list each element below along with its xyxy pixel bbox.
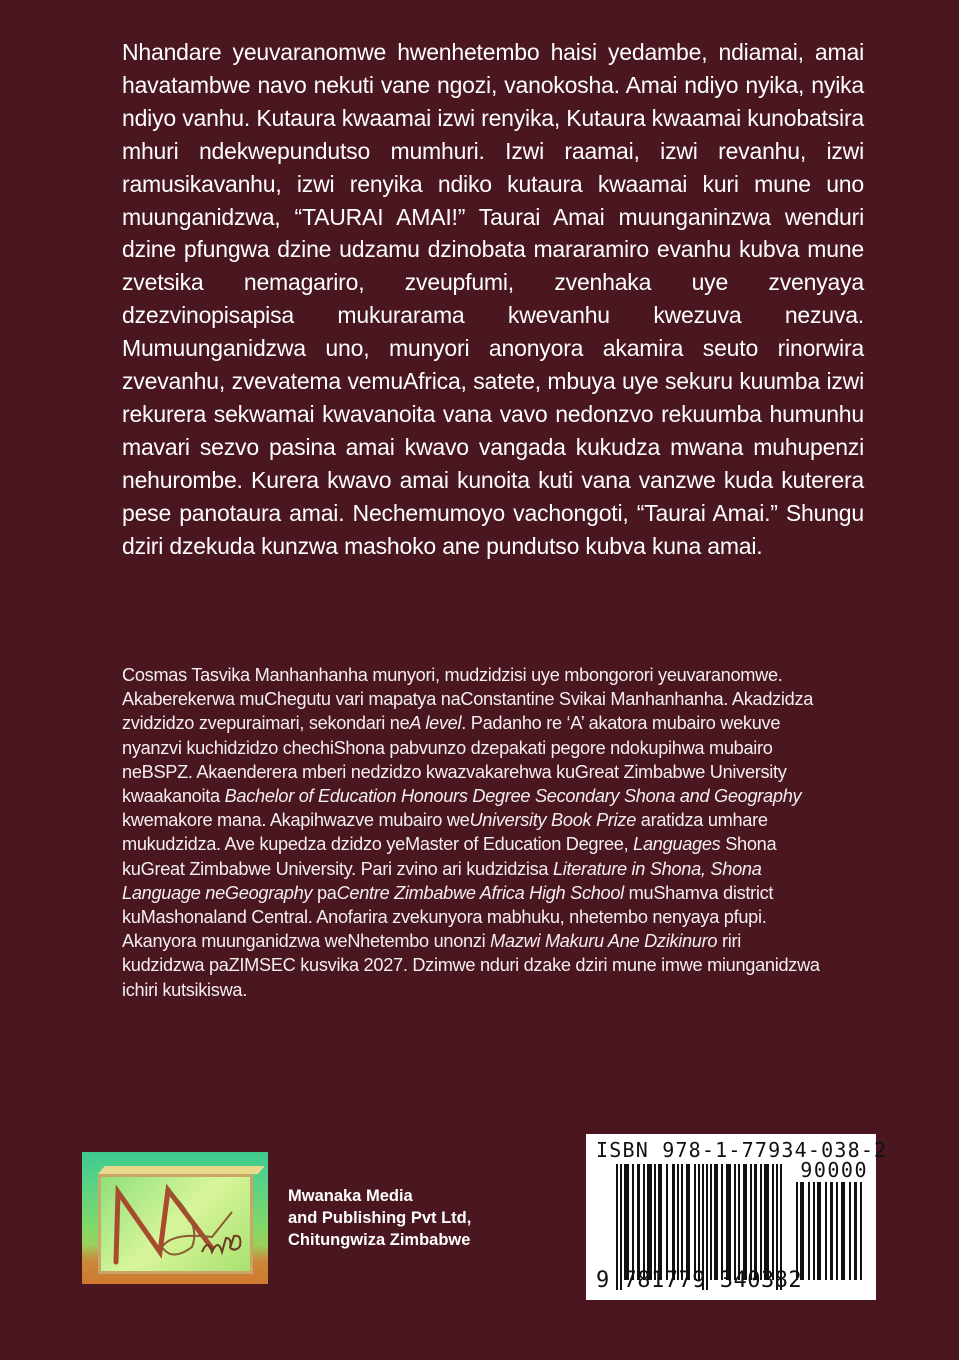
bio-segment: kwemakore mana. Akapihwazve mubairo we [122,810,470,831]
isbn-label: ISBN 978-1-77934-038-2 [596,1138,888,1162]
bio-segment-italic: University Book Prize [469,810,637,831]
publisher-line: and Publishing Pvt Ltd, [288,1209,472,1227]
publisher-line: Chitungwiza Zimbabwe [288,1231,471,1249]
isbn-barcode [586,1134,888,1300]
isbn-addon: 90000 [800,1158,868,1182]
publisher-logo [82,1152,268,1284]
publisher-info [288,1185,471,1251]
bio-segment: riri kudzidzwa paZIMSEC kusvika 2027. Dzimwe nduri dzake dziri mune imwe miunganidzwa ichiri kutsikiswa. [122,931,820,1000]
bio-segment-italic: Centre Zimbabwe Africa High School [336,882,624,903]
bio-segment: muShamva district kuMashonaland Central. Anofarira zvekunyora mabhuku, nhetembo nenyaya pfupi. Akanyora muunganidzwa weNhetembo unonzi [122,882,774,952]
bio-segment-italic: A level [409,713,462,734]
bio-segment: . Padanho re ‘A’ akatora mubairo wekuve nyanzvi kuchidzidzo chechiShona pabvunzo dzepakati pegore ndokupihwa mubairo neBSPZ. Akaenderera mberi nedzidzo kwazvakarehwa kuGreat Zimbabwe University kwaakanoita [122,713,787,807]
back-cover-blurb: Nhandare yeuvaranomwe hwenhetembo haisi yedambe, ndiamai, amai havatambwe navo nekuti vane ngozi, vanokosha. Amai ndiyo nyika, nyika ndiyo vanhu. Kutaura kwaamai izwi renyika, Kutaura kwaamai kunobatsira mhuri ndekwepundutso mumhuri. Izwi raamai, izwi revanhu, izwi ramusikavanhu, izwi renyika ndiko kutaura kwaamai kuri mune uno muunganidzwa, “TAURAI AMAI!” Taurai Amai muunganinzwa wenduri dzine pfungwa dzine udzamu dzinobata mararamiro evanhu kubva mune zvetsika nemagariro, zveupfumi, zvenhaka uye zvenyaya dzezvinopisapisa mukurarama kwevanhu kwezuva nezuva. Mumuunganidzwa uno, munyori anonyora akamira seuto rinorwira zvevanhu, zvevatema vemuAfrica, satete, mbuya uye sekuru kuumba izwi rekurera sekwamai kwavanoita vana vavo nedonzvo rekuumba humunhu mavari sezvo pasina amai kwavo vangada kukudza mwana muhupenzi nehurombe. Kurera kwavo amai kunoita kuti vana vanzwe kuda kuterera pese panotaura amai. Nechemumoyo vachongoti, “Taurai Amai.” Shungu dziri dzekuda kunzwa mashoko ane pundutso kubva kuna amai. [122,39,864,559]
ean-digits: 9 781779 340382 [596,1268,803,1293]
bio-segment: Shona kuGreat Zimbabwe University. Pari zvino ari kudzidzisa [122,834,777,879]
bio-segment: aratidza umhare mukudzidza. Ave kupedza dzidzo yeMaster of Education Degree, [122,810,768,855]
publisher-line: Mwanaka Media [288,1187,413,1205]
bio-segment-italic: Languages [633,834,721,855]
bio-segment-italic: Mazwi Makuru Ane Dzikinuro [490,931,718,952]
bio-segment-italic: Bachelor of Education Honours Degree Secondary Shona and Geography [224,786,802,807]
bio-segment: Cosmas Tasvika Manhanhanha munyori, mudzidzisi uye mbongorori yeuvaranomwe. Akaberekerwa muChegutu vari mapatya naConstantine Svikai Manhanhanha. Akadzidza zvidzidzo zvepuraimari, sekondari ne [122,665,814,734]
bio-segment-italic: Literature in Shona, Shona Language neGeography [122,858,762,903]
bio-segment: pa [312,882,337,903]
mmp-monogram-icon [82,1152,268,1284]
author-bio [122,663,822,1002]
